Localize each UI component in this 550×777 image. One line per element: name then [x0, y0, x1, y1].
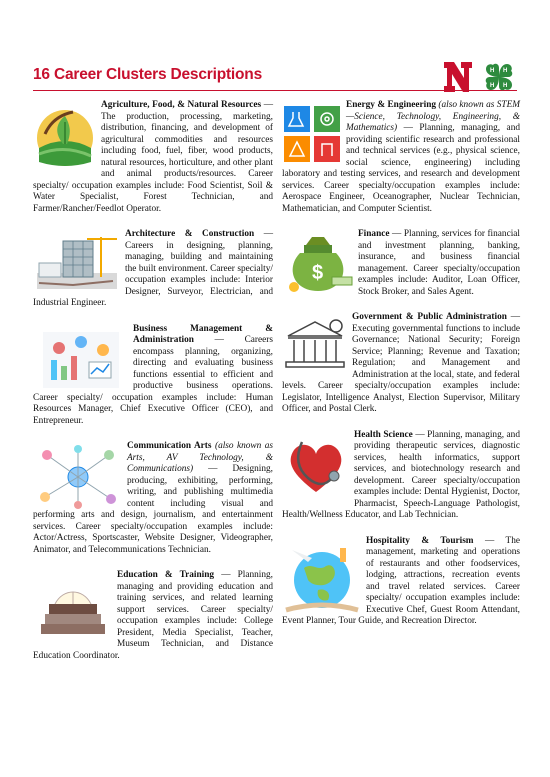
cluster-agriculture: Agriculture, Food, & Natural Resources — The production, processing, marketing, distribution, financing, and development of agricultural commodities and resources including food, fuel, fiber, wood products, natural resources, horticulture, and other plant and animal products/resources. Career specialty/ occupation examples include: Food Scientist, Soil & Water Specialist, Forest Technician, and Farmer/Rancher/Feedlot Operator. [33, 100, 274, 214]
cluster-description: Planning, managing, and providing scientific research and professional and technical services (e.g., physical science, social science, engineering) including laboratory and testing services, and research and development services. Career specialty/occupation examples include: Aerospace Engineer, Oceanographer, Nuclear Technician, Mathematician, and Computer Scientist. [282, 123, 520, 214]
cluster-architecture: Architecture & Construction — Careers in designing, planning, managing, building and maintaining the built environment. Career specialty/ occupation examples include: Interior Designer, Surveyor, Electrician, and Industrial Engineer. [33, 229, 273, 308]
construction-icon [33, 233, 121, 293]
communication-icon [33, 445, 123, 509]
right-column [282, 100, 520, 628]
money-bag-icon [282, 233, 354, 295]
nebraska-n-logo [442, 60, 474, 94]
cluster-heading: Energy & Engineering [346, 100, 437, 110]
cluster-description: Careers in designing, planning, managing, building and maintaining the built environment. Career specialty/ occupation examples include: Interior Designer, Surveyor, Electrician, and Industrial Engineer. [33, 240, 273, 308]
svg-text:H: H [503, 68, 508, 74]
cluster-alias: (also known as STEM—Science, Technology, Engineering, & Mathematics) [346, 100, 520, 133]
cluster-description: Careers encompass planning, organizing, directing and evaluating business functions essential to efficient and productive business operations. Career specialty/ occupation examples include: Human Resources Manager, Chief Executive Officer (CEO), and Entrepreneur. [33, 335, 273, 426]
cluster-government: Government & Public Administration — Executing governmental functions to include Governance; National Security; Foreign Service; Planning; Revenue and Taxation; Regulation; and Management and Administration at the local, state, and federal levels. Career specialty/occupation examples include: Legislator, Intelligence Analyst, Election Supervisor, Military Officer, and Postal Clerk. [282, 312, 520, 414]
cluster-description: The production, processing, marketing, distribution, financing, and development of agricultural commodities and resources including food, fuel, fiber, wood products, natural resources, horticulture, and other plant and animal products/resources. Career specialty/ occupation examples include: Food Scientist, Soil & Water Specialist, Forest Technician, and Farmer/Rancher/Feedlot Operator. [33, 111, 273, 214]
left-column [33, 100, 273, 662]
4h-clover-logo [482, 60, 516, 94]
cluster-heading: Education & Training [117, 570, 215, 580]
cluster-description: Planning, managing, and providing therapeutic services, diagnostic services, health informatics, support services, and biotechnology research and development. Career specialty/occupation examples include: Dental Hygienist, Doctor, Pharmacist, Speech-Language Pathologist, Health/Wellness Educator, and Lab Technician. [282, 429, 520, 520]
government-building-icon [282, 316, 348, 374]
cluster-heading: Hospitality & Tourism [366, 535, 474, 546]
cluster-description: The management, marketing and operations of restaurants and other foodservices, lodging, attractions, recreation events and travel related services. Career specialty/ occupation examples include: Executive Chef, Guest Room Attendant, Event Planner, Tour Guide, and Recreation Director. [282, 535, 520, 626]
books-icon [33, 574, 113, 644]
cluster-hospitality: Hospitality & Tourism — The management, marketing and operations of restaurants and other foodservices, lodging, attractions, recreation events and travel related services. Career specialty/ occupation examples include: Executive Chef, Guest Room Attendant, Event Planner, Tour Guide, and Recreation Director. [282, 535, 520, 626]
cluster-health-science: Health Science — Planning, managing, and providing therapeutic services, diagnostic services, health informatics, support services, and biotechnology research and development. Career specialty/occupation examples include: Dental Hygienist, Doctor, Pharmacist, Speech-Language Pathologist, Health/Wellness Educator, and Lab Technician. [282, 429, 520, 520]
heart-stethoscope-icon [282, 434, 350, 500]
cluster-alias: (also known as Arts, AV Technology, & Communications) [127, 441, 273, 474]
cluster-description: Planning, services for financial and investment planning, banking, insurance, and business financial management. Career specialty/occupation examples include: Auditor, Loan Officer, Stock Broker, and Sales Agent. [358, 229, 520, 297]
svg-text:H: H [490, 68, 495, 74]
svg-text:H: H [503, 83, 508, 89]
globe-travel-icon [282, 540, 362, 616]
business-icon [33, 328, 129, 392]
svg-text:$: $ [312, 262, 324, 284]
cluster-description: Designing, producing, exhibiting, performing, writing, and publishing multimedia content including visual and performing arts and design, journalism, and entertainment services. Career specialty/occupation examples include: Actor/Actress, Sportscaster, Website Designer, Videographer, Animator, and Telecommunications Technician. [33, 464, 273, 555]
page-title: 16 Career Clusters Descriptions [33, 66, 262, 83]
agriculture-icon [33, 104, 97, 170]
cluster-heading: Health Science [354, 429, 413, 440]
cluster-energy-engineering: Energy & Engineering (also known as STEM—Science, Technology, Engineering, & Mathematics) — Planning, managing, and providing scientific research and professional and technical services (e.g., physical science, social science, engineering) including laboratory and testing services, and research and development services. Career specialty/occupation examples include: Aerospace Engineer, Oceanographer, Nuclear Technician, Mathematician, and Computer Scientist. [282, 100, 520, 214]
stem-icon [282, 104, 342, 164]
cluster-heading: Architecture & Construction [125, 229, 255, 239]
cluster-education: Education & Training — Planning, managing and providing education and training services, and related learning support services. Career specialty/ occupation examples include: College President, Media Specialist, Teacher, Museum Technician, and Distance Education Coordinator. [33, 570, 273, 661]
cluster-heading: Communication Arts [127, 441, 212, 451]
cluster-heading: Agriculture, Food, & Natural Resources [101, 100, 262, 110]
cluster-finance: $ Finance — Planning, services for financial and investment planning, banking, insurance, and business financial management. Career specialty/occupation examples include: Auditor, Loan Officer, Stock Broker, and Sales Agent. [282, 229, 520, 298]
cluster-heading: Government & Public Administration [352, 312, 507, 322]
cluster-heading: Finance [358, 229, 390, 239]
cluster-business: Business Management & Administration — Careers encompass planning, organizing, directing and evaluating business functions essential to efficient and productive business operations. Career specialty/ occupation examples include: Human Resources Manager, Chief Executive Officer (CEO), and Entrepreneur. [33, 323, 273, 426]
svg-text:H: H [490, 83, 495, 89]
cluster-communication-arts: Communication Arts (also known as Arts, AV Technology, & Communications) — Designing, producing, exhibiting, performing, writing, and publishing multimedia content including visual and performing arts and design, journalism, and entertainment services. Career specialty/occupation examples include: Actor/Actress, Sportscaster, Website Designer, Videographer, Animator, and Telecommunications Technician. [33, 441, 273, 555]
cluster-heading: Business Management & Administration [133, 323, 273, 345]
cluster-description: Planning, managing and providing education and training services, and related learning support services. Career specialty/ occupation examples include: College President, Media Specialist, Teacher, Museum Technician, and Distance Education Coordinator. [33, 570, 273, 661]
cluster-description: Executing governmental functions to include Governance; National Security; Foreign Service; Planning; Revenue and Taxation; Regulation; and Management and Administration at the local, state, and federal levels. Career specialty/occupation examples include: Legislator, Intelligence Analyst, Election Supervisor, Military Officer, and Postal Clerk. [282, 323, 520, 414]
